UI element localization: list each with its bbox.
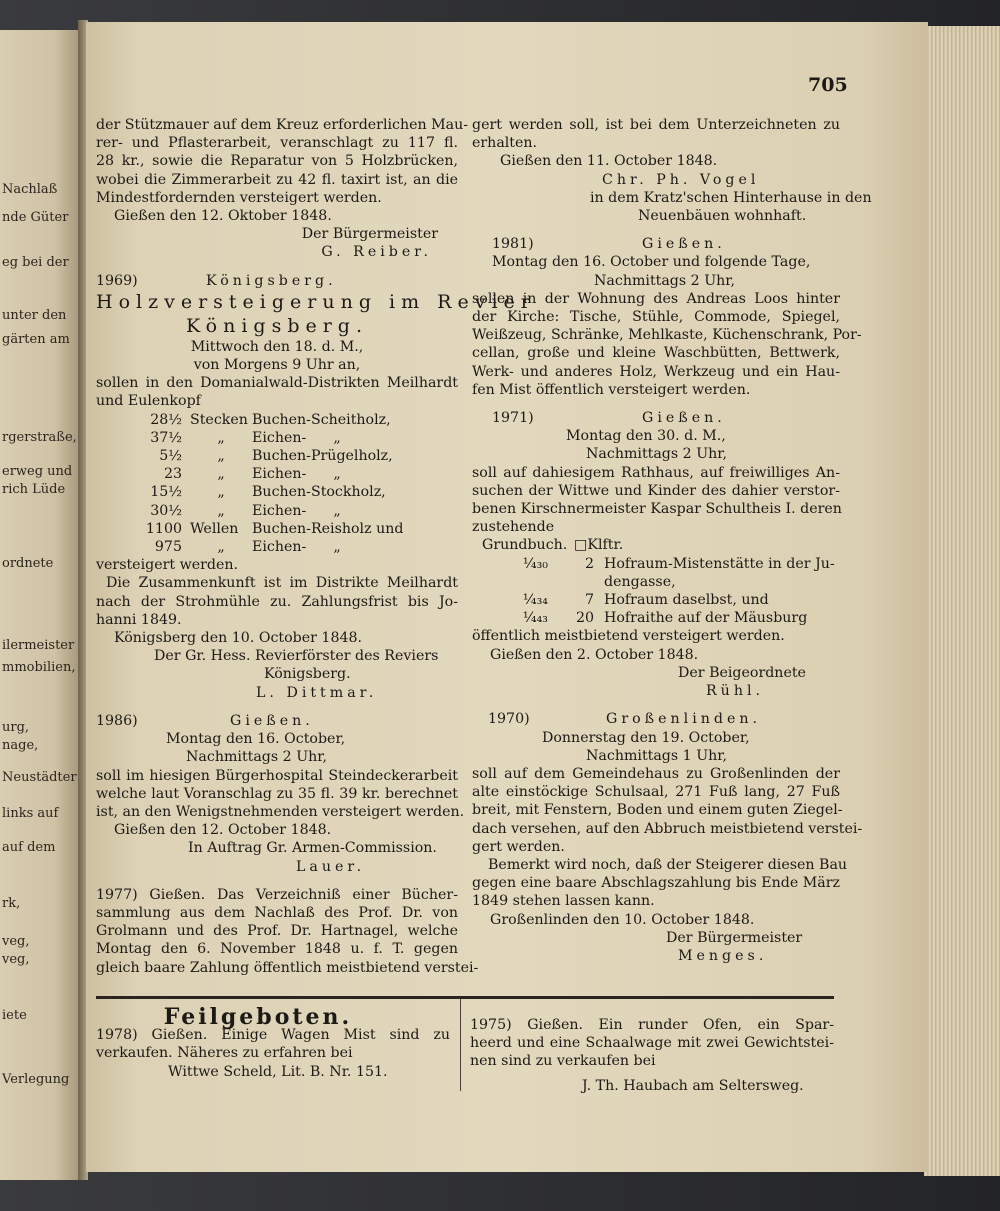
signature: J. Th. Haubach am Seltersweg. — [582, 1077, 804, 1094]
left-page-text: gärten am — [2, 332, 70, 347]
grund-klftr: 7 — [584, 592, 594, 609]
left-page-text: ilermeister — [2, 638, 75, 653]
signature-name: Chr. Ph. Vogel — [602, 171, 760, 188]
signature: Der Bürgermeister — [666, 929, 803, 946]
grund-number: ¹⁄₄₄₃ — [522, 610, 548, 627]
notice-number: 1970) — [488, 711, 530, 728]
notice-date: Gießen den 12. Oktober 1848. — [114, 208, 332, 225]
grund-desc: Hofraum-Mistenstätte in der Ju- — [604, 555, 835, 572]
text-line: 28 kr., sowie die Reparatur von 5 Holzbrücken, — [96, 153, 458, 170]
notice-text: sollen in den Domanialwald-Distrikten Meilhardt — [96, 375, 458, 392]
wood-unit: „ — [217, 502, 225, 519]
notice-number: 1981) — [492, 236, 534, 253]
grund-table-header — [472, 536, 840, 554]
text-line: heerd und eine Schaalwage mit zwei Gewichtstei- — [470, 1035, 834, 1052]
text-line: sollen in der Wohnung des Andreas Loos hinter — [472, 290, 840, 307]
text-line: Montag den 16. October und folgende Tage, — [492, 254, 811, 271]
wood-item: Buchen-Reisholz und — [252, 520, 404, 537]
section-rule — [96, 996, 834, 999]
notice-title: Königsberg. — [185, 314, 369, 337]
wood-qty: 30½ — [150, 502, 182, 519]
left-page-text: eg bei der — [2, 255, 69, 270]
left-page-text: links auf — [2, 806, 59, 821]
notice-place: Königsberg. — [206, 272, 337, 289]
text-line: welche laut Voranschlag zu 35 fl. 39 kr. berechnet — [96, 785, 458, 802]
left-page-text: nage, — [2, 738, 39, 753]
wood-item: Eichen- „ — [252, 502, 341, 519]
grund-header: Grundbuch. — [482, 537, 568, 554]
wood-row — [96, 538, 458, 556]
wood-unit: Wellen — [190, 520, 239, 537]
notice-text: öffentlich meistbietend versteigert werden. — [472, 628, 785, 645]
left-page-text: rich Lüde — [2, 482, 66, 497]
right-column — [472, 116, 872, 965]
left-page-text: rk, — [2, 896, 21, 911]
signature-name: L. Dittmar. — [256, 684, 378, 701]
left-page-text: erweg und — [2, 464, 73, 479]
grund-klftr: 2 — [584, 555, 594, 572]
notice-place: Großenlinden. — [606, 711, 762, 728]
notice-place: Gießen. — [230, 712, 314, 729]
left-page-text: mmobilien, — [2, 660, 76, 675]
text-line: rer- und Pflasterarbeit, veranschlagt zu 117 fl. — [96, 135, 458, 152]
text-line: 1849 stehen lassen kann. — [472, 893, 655, 910]
wood-item: Buchen-Prügelholz, — [252, 448, 393, 465]
wood-qty: 37½ — [150, 429, 182, 446]
signature: Der Beigeordnete — [678, 664, 806, 681]
text-line: verkaufen. Näheres zu erfahren bei — [96, 1045, 353, 1062]
left-page-text: nde Güter — [2, 210, 69, 225]
text-line: 1975) Gießen. Ein runder Ofen, ein Spar- — [470, 1017, 834, 1033]
notice-when: Donnerstag den 19. October, — [542, 729, 750, 746]
grund-desc: Hofraum daselbst, und — [604, 592, 769, 609]
notice-place: Gießen. — [642, 236, 726, 253]
notice-number: 1986) — [96, 712, 138, 729]
text-line: hanni 1849. — [96, 611, 182, 628]
wood-unit: „ — [217, 429, 225, 446]
text-line: Werk- und anderes Holz, Werkzeug und ein Hau- — [472, 363, 840, 380]
signature: Der Gr. Hess. Revierförster des Reviers — [154, 648, 439, 665]
text-line: der Stützmauer auf dem Kreuz erforderlichen Mau- — [96, 117, 469, 133]
wood-qty: 1100 — [145, 520, 182, 537]
notice-when: Nachmittags 2 Uhr, — [586, 446, 728, 463]
text-line: nen sind zu verkaufen bei — [470, 1053, 656, 1070]
notice-when: Montag den 30. d. M., — [566, 428, 726, 445]
text-line: alte einstöckige Schulsaal, 271 Fuß lang, 27 Fuß — [472, 784, 840, 801]
wood-item: Buchen-Scheitholz, — [252, 411, 391, 428]
wood-qty: 975 — [154, 539, 182, 556]
wood-unit: „ — [217, 484, 225, 501]
text-line: gleich baare Zahlung öffentlich meistbietend verstei- — [96, 959, 479, 976]
signature: Der Bürgermeister — [301, 226, 438, 243]
notice-title: Holzversteigerung im Revier — [96, 290, 536, 313]
wood-qty: 15½ — [150, 484, 182, 501]
text-line: soll auf dahiesigem Rathhaus, auf freiwilliges An- — [472, 464, 840, 481]
wood-row — [96, 520, 458, 538]
signature: Königsberg. — [264, 666, 351, 683]
notice-when: Mittwoch den 18. d. M., — [190, 338, 364, 355]
text-line: 1978) Gießen. Einige Wagen Mist sind zu — [96, 1027, 450, 1044]
text-line: soll im hiesigen Bürgerhospital Steindeckerarbeit — [96, 767, 458, 784]
text-line: gert werden. — [472, 838, 565, 855]
wood-row — [96, 447, 458, 465]
column-rule — [460, 999, 461, 1091]
text-line: gert werden soll, ist bei dem Unterzeichneten zu — [472, 117, 840, 133]
notice-when: Nachmittags 2 Uhr, — [186, 749, 328, 766]
text-line: gegen eine baare Abschlagszahlung bis Ende März — [472, 875, 840, 892]
left-page-text: Verlegung — [2, 1072, 70, 1087]
signature-name: Lauer. — [296, 858, 366, 875]
wood-qty: 28½ — [150, 411, 182, 428]
grund-table — [472, 555, 840, 628]
text-line: fen Mist öffentlich versteigert werden. — [472, 381, 751, 398]
grund-row — [472, 555, 840, 573]
wood-item: Eichen- „ — [252, 466, 341, 483]
wood-qty: 23 — [163, 466, 182, 483]
text-line: Bemerkt wird noch, daß der Steigerer diesen Bau — [488, 856, 848, 873]
wood-unit: „ — [217, 539, 225, 556]
signature: in dem Kratz'schen Hinterhause in den — [590, 189, 872, 206]
notice-date: Gießen den 11. October 1848. — [500, 153, 718, 170]
text-line: benen Kirschnermeister Kaspar Schultheis I. deren — [472, 501, 842, 518]
wood-table — [96, 411, 458, 557]
grund-desc: Hofraithe auf der Mäusburg — [604, 610, 808, 627]
notice-number: 1969) — [96, 272, 138, 289]
left-page-text: veg, — [2, 952, 30, 967]
notice-1969-header — [96, 272, 458, 290]
bottom-left — [96, 1004, 450, 1081]
wood-row — [96, 502, 458, 520]
text-line: Montag den 6. November 1848 u. f. T. gegen — [96, 941, 458, 958]
text-line: 1977) Gießen. Das Verzeichniß einer Bücher- — [96, 886, 458, 903]
text-line: nach der Strohmühle zu. Zahlungsfrist bis Jo- — [96, 593, 458, 610]
left-page-text: ordnete — [2, 556, 54, 571]
wood-unit: „ — [217, 448, 225, 465]
grund-number: ¹⁄₄₃₀ — [522, 555, 548, 572]
left-page — [0, 30, 78, 1180]
page-edges — [924, 26, 1000, 1176]
text-line: Mindestfordernden versteigert werden. — [96, 189, 382, 206]
wood-row — [96, 411, 458, 429]
grund-row — [472, 591, 840, 609]
text-line: Nachmittags 2 Uhr, — [594, 272, 736, 289]
text-line: suchen der Wittwe und Kinder des dahier verstor- — [472, 482, 840, 499]
text-line: Die Zusammenkunft ist im Distrikte Meilhardt — [106, 575, 458, 592]
text-line: wobei die Zimmerarbeit zu 42 fl. taxirt ist, an die — [96, 171, 458, 188]
notice-1970-header — [472, 710, 840, 728]
wood-qty: 5½ — [159, 448, 182, 465]
signature-name: Rühl. — [706, 683, 765, 700]
section-title: Feilgeboten. — [163, 1004, 353, 1030]
wood-unit: „ — [217, 466, 225, 483]
grund-row — [472, 609, 840, 627]
signature: Wittwe Scheld, Lit. B. Nr. 151. — [168, 1063, 388, 1080]
notice-date: Gießen den 12. October 1848. — [114, 822, 332, 839]
text-line: sammlung aus dem Nachlaß des Prof. Dr. von — [96, 904, 458, 921]
left-page-text: unter den — [2, 308, 67, 323]
notice-1986-header — [96, 712, 458, 730]
wood-row — [96, 483, 458, 501]
notice-when: Montag den 16. October, — [166, 731, 346, 748]
notice-when: von Morgens 9 Uhr an, — [193, 357, 361, 374]
left-page-text: iete — [2, 1008, 27, 1023]
bottom-right — [470, 1016, 834, 1095]
left-page-text: Neustädter — [2, 770, 77, 785]
notice-when: Nachmittags 1 Uhr, — [586, 747, 728, 764]
left-page-text: veg, — [2, 934, 30, 949]
notice-text: und Eulenkopf — [96, 393, 201, 410]
signature: Neuenbäuen wohnhaft. — [638, 208, 807, 225]
signature-name: G. Reiber. — [321, 244, 432, 261]
notice-date: Großenlinden den 10. October 1848. — [490, 911, 755, 928]
signature-name: Menges. — [678, 947, 768, 964]
left-page-text: Nachlaß — [2, 182, 58, 197]
notice-number: 1971) — [492, 410, 534, 427]
text-line: soll auf dem Gemeindehaus zu Großenlinden der — [472, 765, 840, 782]
wood-item: Eichen- „ — [252, 429, 341, 446]
wood-item: Buchen-Stockholz, — [252, 484, 386, 501]
text-line: breit, mit Fenstern, Boden und einem guten Ziegel- — [472, 802, 843, 819]
wood-item: Eichen- „ — [252, 539, 341, 556]
text-line: cellan, große und kleine Waschbütten, Bettwerk, — [472, 345, 840, 362]
page-number: 705 — [808, 74, 848, 96]
notice-1971-header — [472, 409, 840, 427]
notice-place: Gießen. — [642, 410, 726, 427]
wood-row — [96, 429, 458, 447]
text-line: ist, an den Wenigstnehmenden versteigert werden. — [96, 803, 465, 820]
wood-unit: Stecken — [190, 411, 248, 428]
signature: In Auftrag Gr. Armen-Commission. — [188, 840, 437, 857]
text-line: Grolmann und des Prof. Dr. Hartnagel, welche — [96, 923, 458, 940]
notice-date: Gießen den 2. October 1848. — [490, 646, 699, 663]
left-page-text: auf dem — [2, 840, 56, 855]
left-page-text: urg, — [2, 720, 30, 735]
grund-desc: dengasse, — [604, 573, 676, 590]
grund-number: ¹⁄₄₃₄ — [522, 592, 548, 609]
text-line: versteigert werden. — [96, 557, 239, 574]
grund-klftr: 20 — [575, 610, 594, 627]
notice-1981-header — [472, 235, 840, 253]
wood-row — [96, 465, 458, 483]
left-page-text: rgerstraße, — [2, 430, 77, 445]
text-line: dach versehen, auf den Abbruch meistbietend verstei- — [472, 820, 863, 837]
text-line: Weißzeug, Schränke, Mehlkaste, Küchenschrank, Por- — [472, 327, 862, 344]
grund-header: □Klftr. — [574, 537, 624, 554]
text-line: zustehende — [472, 519, 555, 536]
notice-date: Königsberg den 10. October 1848. — [114, 630, 363, 647]
text-line: erhalten. — [472, 135, 538, 152]
text-line: der Kirche: Tische, Stühle, Commode, Spiegel, — [472, 309, 840, 326]
